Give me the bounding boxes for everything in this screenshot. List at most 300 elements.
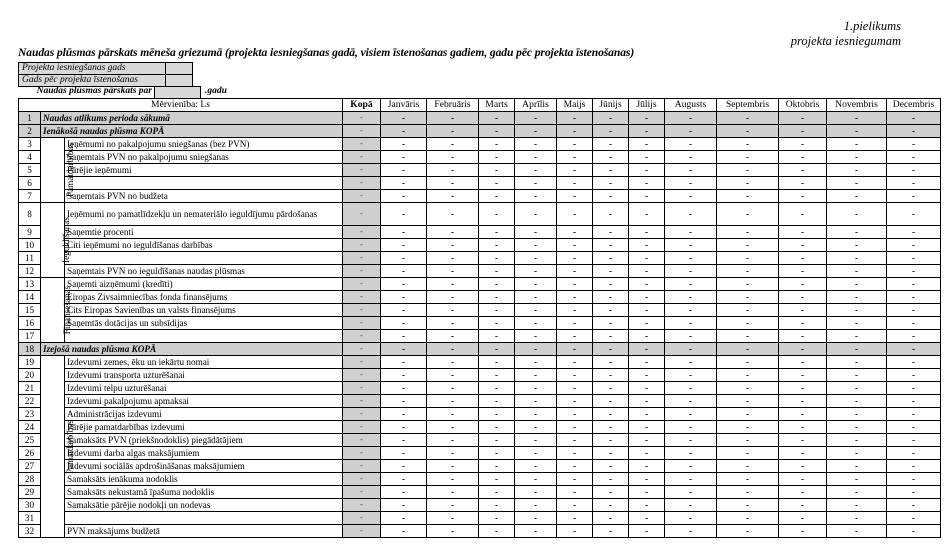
month-cell[interactable]: - bbox=[887, 177, 941, 190]
month-cell[interactable]: - bbox=[629, 382, 665, 395]
month-cell[interactable]: - bbox=[629, 473, 665, 486]
month-cell[interactable]: - bbox=[629, 499, 665, 512]
month-cell[interactable]: - bbox=[665, 226, 717, 239]
month-cell[interactable]: - bbox=[717, 408, 779, 421]
month-cell[interactable]: - bbox=[665, 112, 717, 125]
month-cell[interactable]: - bbox=[779, 525, 827, 538]
month-cell[interactable]: - bbox=[381, 447, 427, 460]
month-cell[interactable]: - bbox=[515, 291, 557, 304]
month-cell[interactable]: - bbox=[717, 499, 779, 512]
month-cell[interactable]: - bbox=[557, 304, 593, 317]
month-cell[interactable]: - bbox=[557, 265, 593, 278]
month-cell[interactable]: - bbox=[557, 203, 593, 226]
month-cell[interactable]: - bbox=[887, 499, 941, 512]
month-cell[interactable]: - bbox=[557, 499, 593, 512]
month-cell[interactable]: - bbox=[593, 525, 629, 538]
month-cell[interactable]: - bbox=[717, 343, 779, 356]
month-cell[interactable]: - bbox=[593, 369, 629, 382]
month-cell[interactable]: - bbox=[381, 499, 427, 512]
month-cell[interactable]: - bbox=[515, 252, 557, 265]
month-cell[interactable]: - bbox=[887, 382, 941, 395]
month-cell[interactable]: - bbox=[515, 512, 557, 525]
month-cell[interactable]: - bbox=[593, 239, 629, 252]
month-cell[interactable]: - bbox=[717, 177, 779, 190]
month-cell[interactable]: - bbox=[887, 278, 941, 291]
month-cell[interactable]: - bbox=[717, 125, 779, 138]
month-cell[interactable]: - bbox=[665, 125, 717, 138]
month-cell[interactable]: - bbox=[557, 226, 593, 239]
month-cell[interactable]: - bbox=[515, 177, 557, 190]
month-cell[interactable]: - bbox=[629, 252, 665, 265]
month-cell[interactable]: - bbox=[381, 304, 427, 317]
month-cell[interactable]: - bbox=[779, 473, 827, 486]
month-cell[interactable]: - bbox=[629, 265, 665, 278]
month-cell[interactable]: - bbox=[593, 330, 629, 343]
month-cell[interactable]: - bbox=[593, 190, 629, 203]
month-cell[interactable]: - bbox=[827, 177, 887, 190]
month-cell[interactable]: - bbox=[515, 499, 557, 512]
month-cell[interactable]: - bbox=[887, 395, 941, 408]
month-cell[interactable]: - bbox=[629, 369, 665, 382]
month-cell[interactable]: - bbox=[427, 291, 479, 304]
month-cell[interactable]: - bbox=[557, 369, 593, 382]
month-cell[interactable]: - bbox=[515, 486, 557, 499]
month-cell[interactable]: - bbox=[515, 369, 557, 382]
month-cell[interactable]: - bbox=[827, 525, 887, 538]
month-cell[interactable]: - bbox=[593, 317, 629, 330]
month-cell[interactable]: - bbox=[479, 421, 515, 434]
month-cell[interactable]: - bbox=[593, 203, 629, 226]
month-cell[interactable]: - bbox=[427, 408, 479, 421]
month-cell[interactable]: - bbox=[629, 512, 665, 525]
month-cell[interactable]: - bbox=[557, 278, 593, 291]
month-cell[interactable]: - bbox=[887, 369, 941, 382]
month-cell[interactable]: - bbox=[887, 125, 941, 138]
month-cell[interactable]: - bbox=[515, 460, 557, 473]
month-cell[interactable]: - bbox=[593, 512, 629, 525]
month-cell[interactable]: - bbox=[779, 447, 827, 460]
month-cell[interactable]: - bbox=[887, 138, 941, 151]
month-cell[interactable]: - bbox=[629, 125, 665, 138]
month-cell[interactable]: - bbox=[381, 317, 427, 330]
month-cell[interactable]: - bbox=[717, 304, 779, 317]
month-cell[interactable]: - bbox=[717, 239, 779, 252]
month-cell[interactable]: - bbox=[557, 343, 593, 356]
month-cell[interactable]: - bbox=[717, 382, 779, 395]
month-cell[interactable]: - bbox=[629, 421, 665, 434]
month-cell[interactable]: - bbox=[427, 486, 479, 499]
month-cell[interactable]: - bbox=[593, 278, 629, 291]
month-cell[interactable]: - bbox=[381, 473, 427, 486]
month-cell[interactable]: - bbox=[479, 265, 515, 278]
month-cell[interactable]: - bbox=[717, 369, 779, 382]
month-cell[interactable]: - bbox=[827, 226, 887, 239]
month-cell[interactable]: - bbox=[779, 203, 827, 226]
month-cell[interactable]: - bbox=[381, 125, 427, 138]
month-cell[interactable]: - bbox=[381, 330, 427, 343]
month-cell[interactable]: - bbox=[593, 486, 629, 499]
month-cell[interactable]: - bbox=[557, 395, 593, 408]
month-cell[interactable]: - bbox=[665, 304, 717, 317]
month-cell[interactable]: - bbox=[629, 395, 665, 408]
month-cell[interactable]: - bbox=[827, 460, 887, 473]
month-cell[interactable]: - bbox=[557, 330, 593, 343]
month-cell[interactable]: - bbox=[665, 525, 717, 538]
month-cell[interactable]: - bbox=[515, 112, 557, 125]
month-cell[interactable]: - bbox=[717, 164, 779, 177]
month-cell[interactable]: - bbox=[479, 512, 515, 525]
month-cell[interactable]: - bbox=[887, 265, 941, 278]
month-cell[interactable]: - bbox=[827, 447, 887, 460]
month-cell[interactable]: - bbox=[665, 486, 717, 499]
month-cell[interactable]: - bbox=[381, 265, 427, 278]
month-cell[interactable]: - bbox=[479, 460, 515, 473]
month-cell[interactable]: - bbox=[887, 151, 941, 164]
month-cell[interactable]: - bbox=[665, 512, 717, 525]
month-cell[interactable]: - bbox=[717, 291, 779, 304]
month-cell[interactable]: - bbox=[427, 369, 479, 382]
month-cell[interactable]: - bbox=[887, 112, 941, 125]
month-cell[interactable]: - bbox=[515, 395, 557, 408]
month-cell[interactable]: - bbox=[427, 317, 479, 330]
month-cell[interactable]: - bbox=[557, 252, 593, 265]
month-cell[interactable]: - bbox=[779, 304, 827, 317]
month-cell[interactable]: - bbox=[665, 291, 717, 304]
month-cell[interactable]: - bbox=[629, 408, 665, 421]
month-cell[interactable]: - bbox=[593, 291, 629, 304]
month-cell[interactable]: - bbox=[381, 239, 427, 252]
month-cell[interactable]: - bbox=[557, 486, 593, 499]
month-cell[interactable]: - bbox=[427, 151, 479, 164]
month-cell[interactable]: - bbox=[665, 278, 717, 291]
month-cell[interactable]: - bbox=[557, 512, 593, 525]
month-cell[interactable]: - bbox=[557, 291, 593, 304]
month-cell[interactable]: - bbox=[827, 304, 887, 317]
month-cell[interactable]: - bbox=[827, 190, 887, 203]
month-cell[interactable]: - bbox=[827, 252, 887, 265]
month-cell[interactable]: - bbox=[557, 112, 593, 125]
month-cell[interactable]: - bbox=[717, 278, 779, 291]
month-cell[interactable]: - bbox=[479, 369, 515, 382]
month-cell[interactable]: - bbox=[427, 343, 479, 356]
month-cell[interactable]: - bbox=[887, 304, 941, 317]
month-cell[interactable]: - bbox=[717, 190, 779, 203]
month-cell[interactable]: - bbox=[515, 138, 557, 151]
month-cell[interactable]: - bbox=[427, 190, 479, 203]
month-cell[interactable]: - bbox=[427, 421, 479, 434]
month-cell[interactable]: - bbox=[665, 447, 717, 460]
month-cell[interactable]: - bbox=[515, 317, 557, 330]
month-cell[interactable]: - bbox=[381, 151, 427, 164]
month-cell[interactable]: - bbox=[779, 408, 827, 421]
month-cell[interactable]: - bbox=[717, 486, 779, 499]
month-cell[interactable]: - bbox=[887, 408, 941, 421]
post-year-input[interactable] bbox=[166, 75, 193, 87]
month-cell[interactable]: - bbox=[515, 343, 557, 356]
month-cell[interactable]: - bbox=[827, 486, 887, 499]
month-cell[interactable]: - bbox=[827, 330, 887, 343]
month-cell[interactable]: - bbox=[515, 125, 557, 138]
month-cell[interactable]: - bbox=[629, 460, 665, 473]
month-cell[interactable]: - bbox=[479, 356, 515, 369]
month-cell[interactable]: - bbox=[479, 486, 515, 499]
month-cell[interactable]: - bbox=[779, 499, 827, 512]
month-cell[interactable]: - bbox=[381, 190, 427, 203]
month-cell[interactable]: - bbox=[665, 151, 717, 164]
month-cell[interactable]: - bbox=[593, 265, 629, 278]
month-cell[interactable]: - bbox=[427, 239, 479, 252]
month-cell[interactable]: - bbox=[665, 343, 717, 356]
month-cell[interactable]: - bbox=[479, 330, 515, 343]
month-cell[interactable]: - bbox=[717, 265, 779, 278]
month-cell[interactable]: - bbox=[479, 112, 515, 125]
month-cell[interactable]: - bbox=[665, 434, 717, 447]
month-cell[interactable]: - bbox=[557, 164, 593, 177]
month-cell[interactable]: - bbox=[479, 278, 515, 291]
month-cell[interactable]: - bbox=[515, 151, 557, 164]
month-cell[interactable]: - bbox=[665, 460, 717, 473]
month-cell[interactable]: - bbox=[381, 421, 427, 434]
submission-year-input[interactable] bbox=[166, 63, 193, 75]
month-cell[interactable]: - bbox=[779, 395, 827, 408]
month-cell[interactable]: - bbox=[381, 460, 427, 473]
month-cell[interactable]: - bbox=[557, 382, 593, 395]
month-cell[interactable]: - bbox=[629, 447, 665, 460]
month-cell[interactable]: - bbox=[779, 164, 827, 177]
month-cell[interactable]: - bbox=[827, 421, 887, 434]
month-cell[interactable]: - bbox=[381, 291, 427, 304]
month-cell[interactable]: - bbox=[593, 164, 629, 177]
month-cell[interactable]: - bbox=[557, 239, 593, 252]
month-cell[interactable]: - bbox=[665, 395, 717, 408]
month-cell[interactable]: - bbox=[779, 125, 827, 138]
month-cell[interactable]: - bbox=[779, 112, 827, 125]
month-cell[interactable]: - bbox=[515, 226, 557, 239]
month-cell[interactable]: - bbox=[827, 473, 887, 486]
month-cell[interactable]: - bbox=[479, 395, 515, 408]
month-cell[interactable]: - bbox=[827, 512, 887, 525]
month-cell[interactable]: - bbox=[665, 164, 717, 177]
month-cell[interactable]: - bbox=[887, 512, 941, 525]
month-cell[interactable]: - bbox=[479, 343, 515, 356]
month-cell[interactable]: - bbox=[779, 291, 827, 304]
month-cell[interactable]: - bbox=[479, 138, 515, 151]
month-cell[interactable]: - bbox=[717, 473, 779, 486]
month-cell[interactable]: - bbox=[887, 421, 941, 434]
month-cell[interactable]: - bbox=[887, 330, 941, 343]
month-cell[interactable]: - bbox=[593, 138, 629, 151]
month-cell[interactable]: - bbox=[779, 330, 827, 343]
month-cell[interactable]: - bbox=[427, 473, 479, 486]
month-cell[interactable]: - bbox=[515, 382, 557, 395]
month-cell[interactable]: - bbox=[665, 473, 717, 486]
month-cell[interactable]: - bbox=[887, 356, 941, 369]
month-cell[interactable]: - bbox=[665, 408, 717, 421]
month-cell[interactable]: - bbox=[629, 317, 665, 330]
month-cell[interactable]: - bbox=[427, 112, 479, 125]
month-cell[interactable]: - bbox=[887, 317, 941, 330]
month-cell[interactable]: - bbox=[479, 382, 515, 395]
month-cell[interactable]: - bbox=[557, 525, 593, 538]
month-cell[interactable]: - bbox=[479, 125, 515, 138]
month-cell[interactable]: - bbox=[593, 408, 629, 421]
month-cell[interactable]: - bbox=[381, 408, 427, 421]
month-cell[interactable]: - bbox=[827, 408, 887, 421]
month-cell[interactable]: - bbox=[827, 151, 887, 164]
month-cell[interactable]: - bbox=[557, 473, 593, 486]
month-cell[interactable]: - bbox=[515, 164, 557, 177]
month-cell[interactable]: - bbox=[515, 330, 557, 343]
month-cell[interactable]: - bbox=[479, 226, 515, 239]
month-cell[interactable]: - bbox=[665, 177, 717, 190]
month-cell[interactable]: - bbox=[593, 226, 629, 239]
month-cell[interactable]: - bbox=[629, 291, 665, 304]
month-cell[interactable]: - bbox=[479, 304, 515, 317]
month-cell[interactable]: - bbox=[665, 356, 717, 369]
month-cell[interactable]: - bbox=[887, 226, 941, 239]
month-cell[interactable]: - bbox=[779, 421, 827, 434]
month-cell[interactable]: - bbox=[427, 278, 479, 291]
month-cell[interactable]: - bbox=[779, 434, 827, 447]
month-cell[interactable]: - bbox=[827, 499, 887, 512]
month-cell[interactable]: - bbox=[629, 304, 665, 317]
month-cell[interactable]: - bbox=[629, 190, 665, 203]
month-cell[interactable]: - bbox=[717, 525, 779, 538]
month-cell[interactable]: - bbox=[593, 421, 629, 434]
month-cell[interactable]: - bbox=[665, 369, 717, 382]
month-cell[interactable]: - bbox=[629, 486, 665, 499]
month-cell[interactable]: - bbox=[887, 473, 941, 486]
month-cell[interactable]: - bbox=[717, 356, 779, 369]
month-cell[interactable]: - bbox=[887, 525, 941, 538]
month-cell[interactable]: - bbox=[887, 460, 941, 473]
month-cell[interactable]: - bbox=[557, 317, 593, 330]
month-cell[interactable]: - bbox=[665, 499, 717, 512]
month-cell[interactable]: - bbox=[887, 291, 941, 304]
month-cell[interactable]: - bbox=[629, 239, 665, 252]
month-cell[interactable]: - bbox=[629, 226, 665, 239]
month-cell[interactable]: - bbox=[381, 112, 427, 125]
month-cell[interactable]: - bbox=[887, 239, 941, 252]
month-cell[interactable]: - bbox=[557, 138, 593, 151]
month-cell[interactable]: - bbox=[479, 317, 515, 330]
month-cell[interactable]: - bbox=[381, 512, 427, 525]
month-cell[interactable]: - bbox=[629, 525, 665, 538]
month-cell[interactable]: - bbox=[593, 125, 629, 138]
month-cell[interactable]: - bbox=[887, 343, 941, 356]
month-cell[interactable]: - bbox=[515, 304, 557, 317]
month-cell[interactable]: - bbox=[665, 252, 717, 265]
month-cell[interactable]: - bbox=[665, 421, 717, 434]
month-cell[interactable]: - bbox=[827, 138, 887, 151]
month-cell[interactable]: - bbox=[629, 112, 665, 125]
month-cell[interactable]: - bbox=[381, 486, 427, 499]
month-cell[interactable]: - bbox=[779, 512, 827, 525]
month-cell[interactable]: - bbox=[665, 382, 717, 395]
month-cell[interactable]: - bbox=[593, 151, 629, 164]
month-cell[interactable]: - bbox=[779, 226, 827, 239]
month-cell[interactable]: - bbox=[629, 330, 665, 343]
month-cell[interactable]: - bbox=[427, 447, 479, 460]
month-cell[interactable]: - bbox=[665, 138, 717, 151]
month-cell[interactable]: - bbox=[427, 330, 479, 343]
month-cell[interactable]: - bbox=[827, 239, 887, 252]
month-cell[interactable]: - bbox=[827, 434, 887, 447]
month-cell[interactable]: - bbox=[593, 447, 629, 460]
month-cell[interactable]: - bbox=[717, 421, 779, 434]
month-cell[interactable]: - bbox=[381, 434, 427, 447]
month-cell[interactable]: - bbox=[827, 125, 887, 138]
month-cell[interactable]: - bbox=[779, 369, 827, 382]
month-cell[interactable]: - bbox=[629, 356, 665, 369]
month-cell[interactable]: - bbox=[827, 291, 887, 304]
month-cell[interactable]: - bbox=[629, 434, 665, 447]
month-cell[interactable]: - bbox=[427, 512, 479, 525]
month-cell[interactable]: - bbox=[381, 395, 427, 408]
month-cell[interactable]: - bbox=[665, 190, 717, 203]
month-cell[interactable]: - bbox=[717, 226, 779, 239]
month-cell[interactable]: - bbox=[717, 252, 779, 265]
month-cell[interactable]: - bbox=[515, 421, 557, 434]
month-cell[interactable]: - bbox=[629, 343, 665, 356]
month-cell[interactable]: - bbox=[427, 226, 479, 239]
month-cell[interactable]: - bbox=[779, 343, 827, 356]
month-cell[interactable]: - bbox=[779, 460, 827, 473]
month-cell[interactable]: - bbox=[887, 164, 941, 177]
month-cell[interactable]: - bbox=[479, 447, 515, 460]
month-cell[interactable]: - bbox=[381, 278, 427, 291]
month-cell[interactable]: - bbox=[515, 239, 557, 252]
month-cell[interactable]: - bbox=[381, 369, 427, 382]
month-cell[interactable]: - bbox=[593, 252, 629, 265]
month-cell[interactable]: - bbox=[427, 499, 479, 512]
month-cell[interactable]: - bbox=[827, 278, 887, 291]
month-cell[interactable]: - bbox=[717, 434, 779, 447]
month-cell[interactable]: - bbox=[717, 395, 779, 408]
month-cell[interactable]: - bbox=[717, 112, 779, 125]
month-cell[interactable]: - bbox=[427, 125, 479, 138]
month-cell[interactable]: - bbox=[427, 382, 479, 395]
month-cell[interactable]: - bbox=[381, 382, 427, 395]
month-cell[interactable]: - bbox=[593, 460, 629, 473]
month-cell[interactable]: - bbox=[593, 343, 629, 356]
month-cell[interactable]: - bbox=[427, 460, 479, 473]
month-cell[interactable]: - bbox=[593, 112, 629, 125]
month-cell[interactable]: - bbox=[779, 486, 827, 499]
month-cell[interactable]: - bbox=[515, 278, 557, 291]
month-cell[interactable]: - bbox=[515, 356, 557, 369]
month-cell[interactable]: - bbox=[557, 408, 593, 421]
month-cell[interactable]: - bbox=[665, 203, 717, 226]
month-cell[interactable]: - bbox=[427, 356, 479, 369]
month-cell[interactable]: - bbox=[557, 460, 593, 473]
month-cell[interactable]: - bbox=[665, 239, 717, 252]
month-cell[interactable]: - bbox=[665, 330, 717, 343]
month-cell[interactable]: - bbox=[827, 203, 887, 226]
month-cell[interactable]: - bbox=[827, 343, 887, 356]
month-cell[interactable]: - bbox=[381, 525, 427, 538]
month-cell[interactable]: - bbox=[557, 356, 593, 369]
month-cell[interactable]: - bbox=[381, 177, 427, 190]
month-cell[interactable]: - bbox=[779, 138, 827, 151]
month-cell[interactable]: - bbox=[629, 151, 665, 164]
month-cell[interactable]: - bbox=[427, 434, 479, 447]
month-cell[interactable]: - bbox=[515, 190, 557, 203]
month-cell[interactable]: - bbox=[479, 151, 515, 164]
month-cell[interactable]: - bbox=[557, 125, 593, 138]
month-cell[interactable]: - bbox=[479, 252, 515, 265]
month-cell[interactable]: - bbox=[381, 226, 427, 239]
